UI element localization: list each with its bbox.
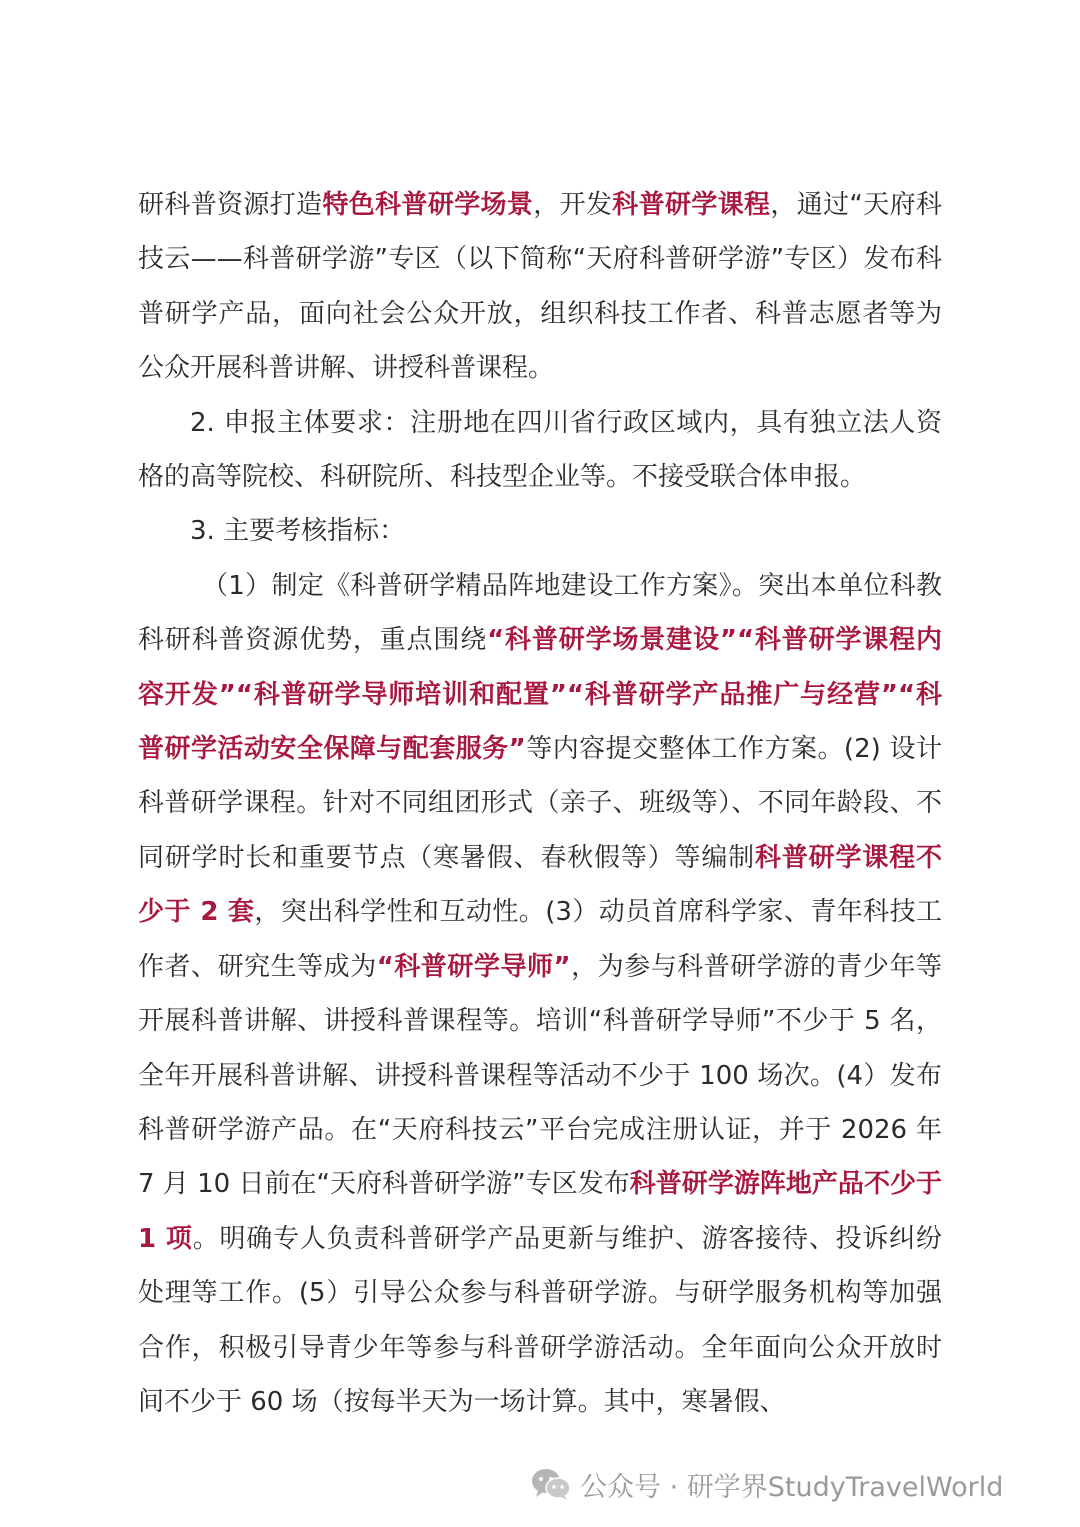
watermark	[530, 1462, 1003, 1506]
highlighted-text: 科普研学课程	[612, 190, 771, 220]
paragraph	[138, 559, 942, 1430]
paragraph	[138, 396, 942, 505]
watermark-text: 公众号 · 研学界StudyTravelWorld	[580, 1471, 1004, 1503]
highlighted-text: 科普研学课程不少于 2 套	[138, 842, 942, 928]
body-text-span: 3. 主要考核指标：	[190, 516, 406, 547]
body-text-span: 研科普资源打造	[138, 190, 323, 220]
body-text-span: ，开发	[533, 190, 613, 220]
body-text-span: 等内容提交整体工作方案。(2) 设计科普研学课程。针对不同组团形式（亲子、班级等）、不同年龄段、不同研学时长和重要节点（寒暑假、春秋假等）等编制	[138, 734, 942, 873]
body-text-span: ，通过“天府科技云——科普研学游”专区（以下简称“天府科普研学游”专区）发布科普研学产品，面向社会公众开放，组织科技工作者、科普志愿者等为公众开展科普讲解、讲授科普课程。	[138, 190, 942, 384]
highlighted-text: “科普研学导师”	[376, 951, 571, 982]
body-text-span: 2. 申报主体要求：注册地在四川省行政区域内，具有独立法人资格的高等院校、科研院所、科技型企业等。不接受联合体申报。	[138, 407, 942, 493]
body-text-span: ，突出科学性和互动性。(3）动员首席科学家、青年科技工作者、研究生等成为	[138, 897, 943, 982]
body-text-span: （1）制定《科普研学精品阵地建设工作方案》。突出本单位科教科研科普资源优势，重点围绕	[138, 570, 942, 656]
wechat-icon	[530, 1467, 572, 1501]
paragraph	[138, 178, 942, 396]
highlighted-text: 特色科普研学场景	[322, 190, 534, 220]
body-text-span: ，为参与科普研学游的青少年等开展科普讲解、讲授科普课程等。培训“科普研学导师”不少于 5 名，全年开展科普讲解、讲授科普课程等活动不少于 100 场次。(4）发布科普研学游产品。在“天府科技云”平台完成注册认证，并于 2026 年 7 月 10 日前在“天府科普研学游”专区发布	[138, 951, 942, 1200]
document-body	[138, 178, 942, 1429]
body-text-span: 。明确专人负责科普研学产品更新与维护、游客接待、投诉纠纷处理等工作。(5）引导公众参与科普研学游。与研学服务机构等加强合作，积极引导青少年等参与科普研学游活动。全年面向公众开放时间不少于 60 场（按每半天为一场计算。其中，寒暑假、	[138, 1223, 942, 1417]
highlighted-text: “科普研学场景建设”“科普研学课程内容开发”“科普研学导师培训和配置”“科普研学产品推广与经营”“科普研学活动安全保障与配套服务”	[138, 625, 942, 765]
highlighted-text: 科普研学游阵地产品不少于 1 项	[138, 1169, 942, 1254]
paragraph	[138, 504, 942, 558]
